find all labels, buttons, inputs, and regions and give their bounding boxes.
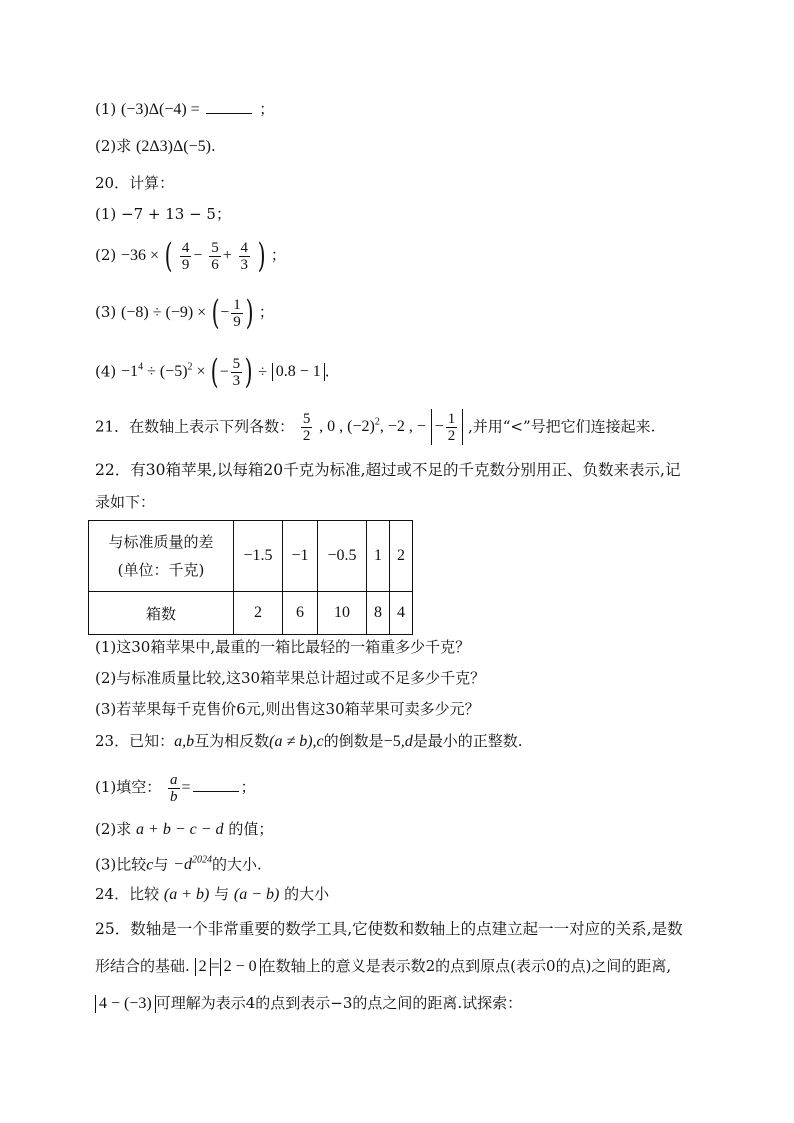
q20-part2: (2) −36 × ( $\frac{4}{9}$ − $\frac{5}{6}$ + $\frac{4}{3}$ ) ； xyxy=(95,236,286,276)
q19-part2: (2)求 (2Δ3)Δ(−5). xyxy=(95,137,216,155)
answer-blank[interactable] xyxy=(193,777,239,792)
table-cell: −1 xyxy=(283,521,318,592)
table-cell: −0.5 xyxy=(318,521,367,592)
q23-part1: (1)填空： $\frac{a}{b}$ = ； xyxy=(95,771,256,805)
table-header-cell: 与标准质量的差 (单位：千克) xyxy=(89,521,234,592)
q19-p2-expr: (2Δ3)Δ(−5) xyxy=(136,138,211,155)
table-row xyxy=(89,592,413,635)
answer-blank[interactable] xyxy=(206,99,252,114)
absolute-value: 4 − (−3) xyxy=(95,995,156,1013)
fraction: $\frac{5}{3}$ xyxy=(232,355,241,389)
table-cell: 2 xyxy=(390,521,413,592)
absolute-value: 2 xyxy=(195,958,211,976)
fraction: $\frac{4}{9}$ xyxy=(181,239,190,273)
table-header-cell: 箱数 xyxy=(89,592,234,635)
table-cell: 4 xyxy=(390,592,413,635)
q20-part1: (1) −7 + 13 − 5； xyxy=(95,205,231,223)
q19-part1: (1) (−3)Δ(−4) = ； xyxy=(95,100,275,118)
table-cell: 2 xyxy=(234,592,283,635)
fraction: $\frac{5}{2}$ xyxy=(302,410,311,444)
q23-part3: (3)比较c与 $-d^{2024}$的大小. xyxy=(95,855,262,874)
q25-line1: 25．数轴是一个非常重要的数学工具,它使数和数轴上的点建立起一一对应的关系,是数 xyxy=(95,920,683,938)
q20-title: 20．计算： xyxy=(95,174,175,192)
fraction: $\frac{a}{b}$ xyxy=(170,771,178,805)
q20-part4: $(4) -1^4 \div (-5)^2$ × (− $\frac{5}{3}$ ) ÷ 0.8 − 1 . xyxy=(95,352,330,393)
absolute-value: − $\frac{1}{2}$ xyxy=(431,409,464,445)
q20-part3: (3) (−8) ÷ (−9) × (− $\frac{1}{9}$ ) ； xyxy=(95,293,274,333)
q25-line2: 形结合的基础. 2 = 2 − 0 在数轴上的意义是表示数2的点到原点(表示0的点)之间的距离, xyxy=(95,957,672,975)
table-cell: −1.5 xyxy=(234,521,283,592)
fraction: $\frac{1}{9}$ xyxy=(233,296,241,330)
q25-line3: 4 − (−3) 可理解为表示4的点到表示−3的点之间的距离.试探索： xyxy=(95,993,522,1013)
q23-line1: 23．已知：a,b互为相反数(a ≠ b),c的倒数是−5,d是最小的正整数. xyxy=(95,732,523,750)
q24-line: 24．比较 (a + b) 与 (a − b) 的大小 xyxy=(95,885,330,903)
q19-p1-expr: (−3)Δ(−4) = xyxy=(121,101,200,118)
table-row xyxy=(89,521,413,592)
fraction: $\frac{4}{3}$ xyxy=(240,239,249,273)
q22-line2: 录如下： xyxy=(95,493,156,511)
q22-sub2: (2)与标准质量比较,这30箱苹果总计超过或不足多少千克？ xyxy=(95,669,486,687)
absolute-value: 2 − 0 xyxy=(220,958,261,976)
fraction: $\frac{5}{6}$ xyxy=(211,239,219,273)
q21-line: 21．在数轴上表示下列各数： $\frac{5}{2}$ , 0 , $(-2)^2$, −2 , − − $\frac{1}{2}$ ,并用“<”号把它们连接起来. xyxy=(95,410,656,444)
q23-part2: (2)求 a + b − c − d 的值； xyxy=(95,820,274,838)
q22-sub3: (3)若苹果每千克售价6元,则出售这30箱苹果可卖多少元？ xyxy=(95,700,480,718)
weight-table xyxy=(88,520,413,635)
q22-sub1: (1)这30箱苹果中,最重的一箱比最轻的一箱重多少千克？ xyxy=(95,638,471,656)
table-cell: 8 xyxy=(367,592,390,635)
fraction: $\frac{1}{2}$ xyxy=(447,410,456,444)
table-cell: 10 xyxy=(318,592,367,635)
q22-line1: 22．有30箱苹果,以每箱20千克为标准,超过或不足的千克数分别用正、负数来表示,记 xyxy=(95,461,681,479)
absolute-value: 0.8 − 1 xyxy=(272,363,325,381)
table-cell: 6 xyxy=(283,592,318,635)
table-cell: 1 xyxy=(367,521,390,592)
